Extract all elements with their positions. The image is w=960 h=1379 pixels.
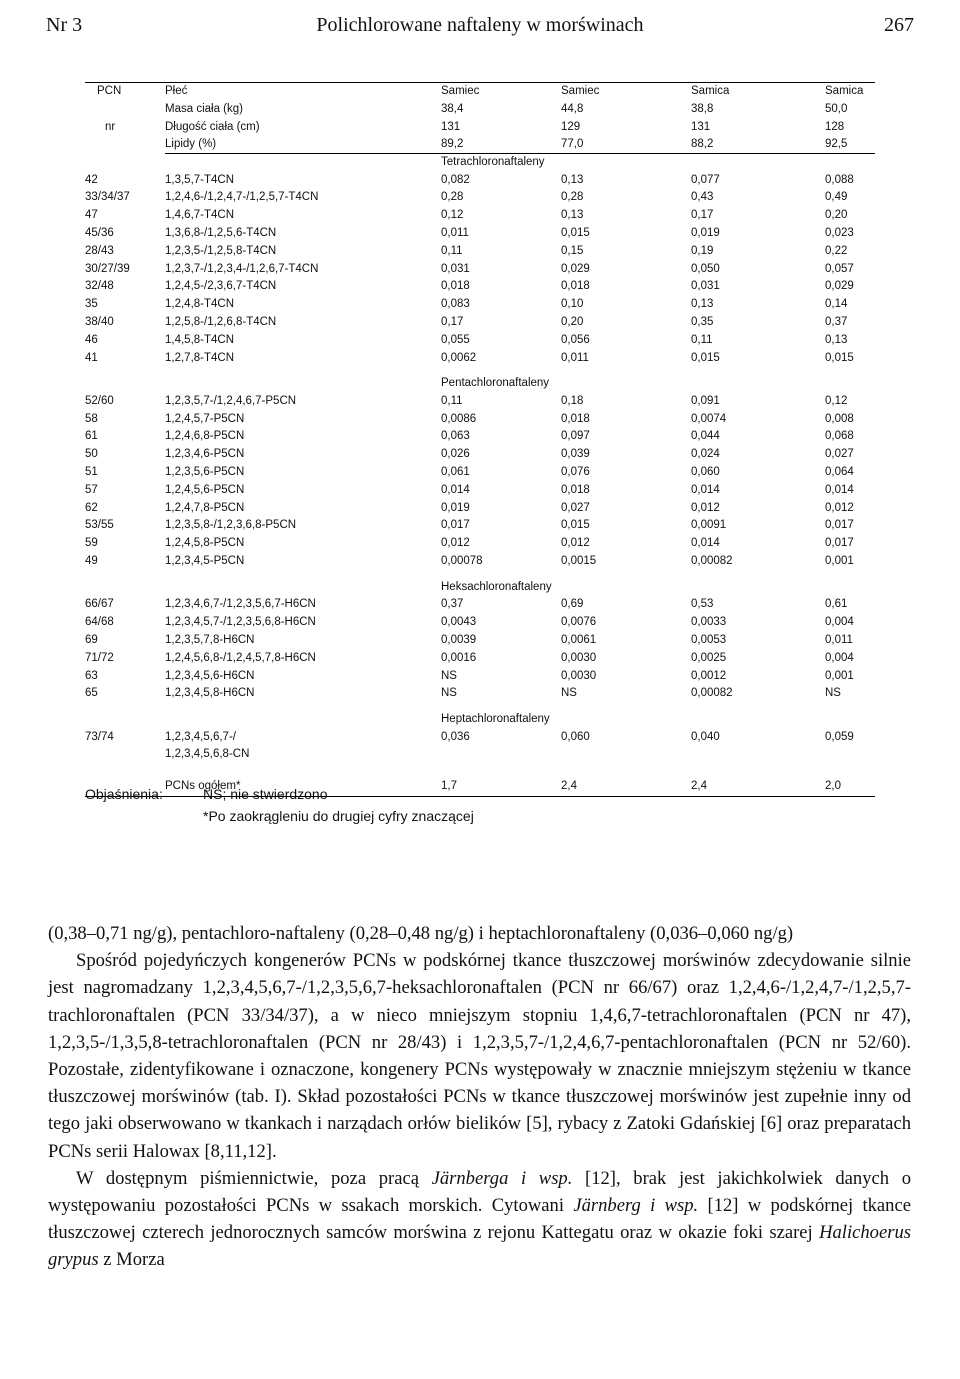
concentration-value: 0,0043	[441, 616, 477, 629]
concentration-value: 0,37	[441, 598, 464, 611]
concentration-value: 0,0030	[561, 651, 597, 664]
animal-lipids: 77,0	[561, 138, 584, 151]
animal-length: 131	[441, 120, 461, 133]
congener-name: 1,2,3,4,5,7-/1,2,3,5,6,8-H6CN	[165, 616, 316, 629]
notes-rounding: *Po zaokrągleniu do drugiej cyfry znaczącej	[203, 808, 474, 824]
congener-name-cont: 1,2,3,4,5,6,8-CN	[165, 748, 250, 761]
concentration-value: 0,0012	[691, 669, 727, 682]
congener-name: 1,2,4,5,8-P5CN	[165, 537, 245, 550]
pcn-number: 50	[85, 448, 98, 461]
concentration-value: 0,017	[441, 519, 470, 532]
concentration-value: 0,011	[441, 227, 469, 240]
animal-sex: Samiec	[441, 85, 480, 97]
concentration-value: 0,0025	[691, 651, 727, 664]
pcn-number: 32/48	[85, 280, 114, 293]
congener-name: 1,2,3,4,5,8-H6CN	[165, 687, 255, 700]
concentration-value: 0,0015	[561, 555, 597, 568]
concentration-value: 0,088	[825, 173, 854, 186]
concentration-value: 0,53	[691, 598, 714, 611]
congener-name: 1,2,4,6,8-P5CN	[165, 430, 245, 443]
concentration-value: 0,027	[561, 501, 590, 514]
concentration-value: 0,039	[561, 448, 590, 461]
pcn-number: 64/68	[85, 616, 114, 629]
congener-name: 1,2,3,4,5,6-H6CN	[165, 669, 255, 682]
concentration-value: 0,031	[441, 262, 470, 275]
concentration-value: 0,49	[825, 191, 848, 204]
issue-number: Nr 3	[46, 14, 83, 36]
congener-name: 1,2,3,5,7-/1,2,4,6,7-P5CN	[165, 394, 297, 407]
concentration-value: 0,12	[825, 394, 848, 407]
pcn-number: 65	[85, 687, 98, 700]
page-header	[46, 14, 914, 44]
concentration-value: 0,0091	[691, 519, 727, 532]
concentration-value: 0,0062	[441, 351, 477, 364]
concentration-value: 0,11	[691, 333, 713, 346]
paragraph-1: (0,38–0,71 ng/g), pentachloro-naftaleny (0,28–0,48 ng/g) i heptachloronaftaleny (0,036–0,060 ng/g)	[48, 923, 794, 944]
concentration-value: 0,076	[561, 466, 590, 479]
concentration-value: 0,097	[561, 430, 590, 443]
animal-lipids: 88,2	[691, 138, 714, 151]
concentration-value: 0,12	[441, 209, 464, 222]
concentration-value: 0,044	[691, 430, 720, 443]
concentration-value: 0,057	[825, 262, 854, 275]
pcn-number: 47	[85, 209, 98, 222]
concentration-value: 0,61	[825, 598, 848, 611]
concentration-value: 0,28	[441, 191, 464, 204]
concentration-value: 0,0061	[561, 633, 597, 646]
author-ref-1: Järnberga i wsp.	[431, 1167, 573, 1189]
total-value: 1,7	[441, 780, 457, 793]
group-heading: Pentachloronaftaleny	[441, 377, 550, 390]
congener-name: 1,2,4,6-/1,2,4,7-/1,2,5,7-T4CN	[165, 191, 319, 204]
concentration-value: 0,008	[825, 412, 854, 425]
concentration-value: 0,061	[441, 466, 470, 479]
concentration-value: 0,0030	[561, 669, 597, 682]
concentration-value: 0,036	[441, 730, 470, 743]
animal-sex: Samica	[825, 85, 864, 97]
concentration-value: 0,011	[561, 351, 589, 364]
pcn-number: 35	[85, 298, 98, 311]
pcn-number: 59	[85, 537, 98, 550]
header-rule	[165, 153, 875, 154]
congener-name: 1,4,6,7-T4CN	[165, 209, 235, 222]
animal-mass: 38,4	[441, 102, 464, 115]
author-ref-2: Järnberg i wsp.	[573, 1195, 699, 1217]
concentration-value: 0,018	[441, 280, 470, 293]
notes-ns: NS; nie stwierdzono	[203, 786, 328, 802]
concentration-value: 0,00082	[691, 555, 733, 568]
pcn-number: 38/40	[85, 316, 114, 329]
pcn-number: 30/27/39	[85, 262, 130, 275]
concentration-value: 0,017	[825, 519, 854, 532]
concentration-value: 0,064	[825, 466, 854, 479]
concentration-value: 0,015	[561, 227, 590, 240]
congener-name: 1,2,3,5,8-/1,2,3,6,8-P5CN	[165, 519, 297, 532]
concentration-value: 0,13	[561, 209, 584, 222]
concentration-value: 0,063	[441, 430, 470, 443]
concentration-value: NS	[441, 669, 457, 682]
total-value: 2,4	[561, 780, 577, 793]
concentration-value: 0,014	[825, 483, 854, 496]
concentration-value: 0,083	[441, 298, 470, 311]
concentration-value: 0,00082	[691, 687, 733, 700]
total-value: 2,0	[825, 780, 841, 793]
pcn-number: 45/36	[85, 227, 114, 240]
concentration-value: 0,0053	[691, 633, 727, 646]
pcn-number: 53/55	[85, 519, 114, 532]
concentration-value: 0,068	[825, 430, 854, 443]
concentration-value: 0,059	[825, 730, 854, 743]
pcn-number: 58	[85, 412, 98, 425]
concentration-value: 0,001	[825, 669, 854, 682]
concentration-value: 0,0074	[691, 412, 727, 425]
pcn-number: 57	[85, 483, 98, 496]
pcn-number: 63	[85, 669, 98, 682]
concentration-value: 0,014	[691, 483, 720, 496]
congener-name: 1,4,5,8-T4CN	[165, 333, 235, 346]
paragraph-2: Spośród pojedyńczych kongenerów PCNs w podskórnej tkance tłuszczowej morświnów zdecydowanie silnie jest nagromadzany 1,2,3,4,5,6,7-/1,2,3,5,6,7-heksachloronaftalen (PCN nr 66/67) oraz 1,2,4,6-/1,2,4,7-/1,2,5,7-trachloronaftalen (PCN 33/34/37), a w nieco mniejszym stopniu 1,4,6,7-tetrachloronaftalen (PCN nr 47), 1,2,3,5-/1,3,5,8-tetrachloronaftalen (PCN nr 28/43) i 1,2,3,5,7-/1,2,4,6,7-pentachloronaftalen (PCN nr 52/60). Pozostałe, zidentyfikowane i oznaczone, kongenery PCNs występowały w znacznie mniejszym stężeniu w tkance tłuszczowej morświnów (tab. I). Skład pozostałości PCNs w tkance tłuszczowej morświnów jest zupełnie inny od tego jaki obserwowano w tkankach i narządach orłów bielików [5], rybacy z Zatoki Gdańskiej [6] oraz preparatach PCNs serii Halowax [8,11,12].	[48, 950, 911, 1162]
concentration-value: 0,18	[561, 394, 584, 407]
congener-name: 1,2,4,7,8-P5CN	[165, 501, 245, 514]
concentration-value: 0,012	[825, 501, 854, 514]
concentration-value: 0,22	[825, 244, 848, 257]
paragraph-3: W dostępnym piśmiennictwie, poza pracą Järnberga i wsp. [12], brak jest jakichkolwiek danych o występowaniu pozostałości PCNs w ssakach morskich. Cytowani Järnberg i wsp. [12] w podskórnej tkance tłuszczowej czterech jednorocznych samców morświna z rejonu Kattegatu oraz w okazie foki szarej Halichoerus grypus z Morza	[48, 1167, 911, 1271]
concentration-value: 0,0016	[441, 651, 477, 664]
congener-name: 1,3,6,8-/1,2,5,6-T4CN	[165, 227, 277, 240]
pcn-number: 46	[85, 333, 98, 346]
pcn-number: 51	[85, 466, 98, 479]
concentration-value: 0,012	[441, 537, 470, 550]
total-label: PCNs ogółem*	[165, 780, 241, 793]
concentration-value: 0,014	[691, 537, 720, 550]
animal-sex: Samica	[691, 85, 730, 97]
concentration-value: 0,027	[825, 448, 854, 461]
header-row-label: Płeć	[165, 85, 188, 97]
concentration-value: 0,055	[441, 333, 470, 346]
concentration-value: 0,077	[691, 173, 720, 186]
concentration-value: 0,17	[691, 209, 714, 222]
concentration-value: 0,00078	[441, 555, 483, 568]
total-value: 2,4	[691, 780, 707, 793]
pcn-number: 66/67	[85, 598, 114, 611]
concentration-value: 0,018	[561, 483, 590, 496]
pcn-number: 71/72	[85, 651, 114, 664]
concentration-value: 0,011	[825, 633, 853, 646]
concentration-value: 0,20	[825, 209, 848, 222]
concentration-value: 0,004	[825, 651, 854, 664]
congener-name: 1,3,5,7-T4CN	[165, 173, 235, 186]
concentration-value: 0,37	[825, 316, 848, 329]
concentration-value: 0,14	[825, 298, 848, 311]
concentration-value: 0,13	[561, 173, 584, 186]
running-title: Polichlorowane naftaleny w morświnach	[316, 14, 644, 36]
concentration-value: 0,029	[825, 280, 854, 293]
concentration-value: 0,031	[691, 280, 720, 293]
group-heading: Heksachloronaftaleny	[441, 580, 552, 593]
animal-sex: Samiec	[561, 85, 600, 97]
concentration-value: 0,17	[441, 316, 464, 329]
concentration-value: 0,19	[691, 244, 714, 257]
concentration-value: 0,019	[691, 227, 720, 240]
congener-name: 1,2,3,5-/1,2,5,8-T4CN	[165, 244, 277, 257]
header-row-label: Masa ciała (kg)	[165, 102, 243, 115]
animal-lipids: 92,5	[825, 138, 848, 151]
animal-length: 128	[825, 120, 845, 133]
concentration-value: 0,015	[825, 351, 854, 364]
concentration-value: 0,15	[561, 244, 584, 257]
concentration-value: 0,10	[561, 298, 584, 311]
congener-name: 1,2,3,4,6,7-/1,2,3,5,6,7-H6CN	[165, 598, 316, 611]
congener-name: 1,2,5,8-/1,2,6,8-T4CN	[165, 316, 277, 329]
congener-name: 1,2,3,4,5,6,7-/	[165, 730, 236, 743]
header-row-label: Długość ciała (cm)	[165, 120, 260, 133]
concentration-value: 0,012	[691, 501, 720, 514]
congener-name: 1,2,3,4,6-P5CN	[165, 448, 245, 461]
congener-name: 1,2,3,7-/1,2,3,4-/1,2,6,7-T4CN	[165, 262, 319, 275]
pcn-number: 28/43	[85, 244, 114, 257]
concentration-value: NS	[825, 687, 841, 700]
concentration-value: NS	[441, 687, 457, 700]
pcn-number: 41	[85, 351, 98, 364]
pcn-number: 52/60	[85, 394, 114, 407]
concentration-value: 0,018	[561, 412, 590, 425]
concentration-value: 0,026	[441, 448, 470, 461]
pcn-number: 73/74	[85, 730, 114, 743]
concentration-value: 0,050	[691, 262, 720, 275]
concentration-value: 0,018	[561, 280, 590, 293]
concentration-value: 0,019	[441, 501, 470, 514]
body-text	[48, 920, 911, 1274]
congener-name: 1,2,7,8-T4CN	[165, 351, 235, 364]
concentration-value: 0,004	[825, 616, 854, 629]
table-top-rule	[85, 82, 875, 83]
congener-name: 1,2,4,5,6-P5CN	[165, 483, 245, 496]
group-heading: Heptachloronaftaleny	[441, 713, 550, 726]
animal-mass: 50,0	[825, 102, 848, 115]
concentration-value: 0,017	[825, 537, 854, 550]
concentration-value: 0,20	[561, 316, 584, 329]
concentration-value: 0,0086	[441, 412, 477, 425]
pcn-number: 69	[85, 633, 98, 646]
concentration-value: 0,091	[691, 394, 720, 407]
concentration-value: 0,012	[561, 537, 590, 550]
congener-name: 1,2,4,5,6,8-/1,2,4,5,7,8-H6CN	[165, 651, 316, 664]
animal-mass: 38,8	[691, 102, 714, 115]
concentration-value: 0,029	[561, 262, 590, 275]
notes-label: Objaśnienia:	[85, 786, 163, 802]
header-row-label: Lipidy (%)	[165, 138, 217, 151]
concentration-value: 0,69	[561, 598, 584, 611]
concentration-value: 0,001	[825, 555, 854, 568]
concentration-value: 0,024	[691, 448, 720, 461]
animal-length: 129	[561, 120, 581, 133]
page-number: 267	[884, 14, 914, 36]
concentration-value: NS	[561, 687, 577, 700]
concentration-value: 0,060	[561, 730, 590, 743]
congener-name: 1,2,3,5,6-P5CN	[165, 466, 245, 479]
concentration-value: 0,082	[441, 173, 470, 186]
concentration-value: 0,28	[561, 191, 584, 204]
concentration-value: 0,056	[561, 333, 590, 346]
congener-name: 1,2,4,5,7-P5CN	[165, 412, 245, 425]
animal-mass: 44,8	[561, 102, 584, 115]
animal-length: 131	[691, 120, 711, 133]
concentration-value: 0,023	[825, 227, 854, 240]
pcn-number: 33/34/37	[85, 191, 130, 204]
pcn-number: 49	[85, 555, 98, 568]
pcn-number: 62	[85, 501, 98, 514]
concentration-value: 0,11	[441, 394, 463, 407]
concentration-value: 0,13	[691, 298, 714, 311]
concentration-value: 0,43	[691, 191, 714, 204]
group-heading: Tetrachloronaftaleny	[441, 156, 545, 169]
concentration-value: 0,015	[561, 519, 590, 532]
concentration-value: 0,11	[441, 244, 463, 257]
concentration-value: 0,0039	[441, 633, 477, 646]
concentration-value: 0,040	[691, 730, 720, 743]
congener-name: 1,2,3,5,7,8-H6CN	[165, 633, 255, 646]
congener-name: 1,2,3,4,5-P5CN	[165, 555, 245, 568]
species-name: Halichoerus grypus	[48, 1222, 911, 1271]
congener-name: 1,2,4,8-T4CN	[165, 298, 235, 311]
pcn-number: 42	[85, 173, 98, 186]
concentration-value: 0,0033	[691, 616, 727, 629]
concentration-value: 0,35	[691, 316, 714, 329]
congener-name: 1,2,4,5-/2,3,6,7-T4CN	[165, 280, 277, 293]
concentration-value: 0,0076	[561, 616, 597, 629]
animal-lipids: 89,2	[441, 138, 464, 151]
pcn-number: 61	[85, 430, 98, 443]
column-header-nr: nr	[105, 120, 116, 133]
concentration-value: 0,014	[441, 483, 470, 496]
column-header-pcn: PCN	[97, 85, 122, 97]
concentration-value: 0,13	[825, 333, 848, 346]
concentration-value: 0,060	[691, 466, 720, 479]
concentration-value: 0,015	[691, 351, 720, 364]
